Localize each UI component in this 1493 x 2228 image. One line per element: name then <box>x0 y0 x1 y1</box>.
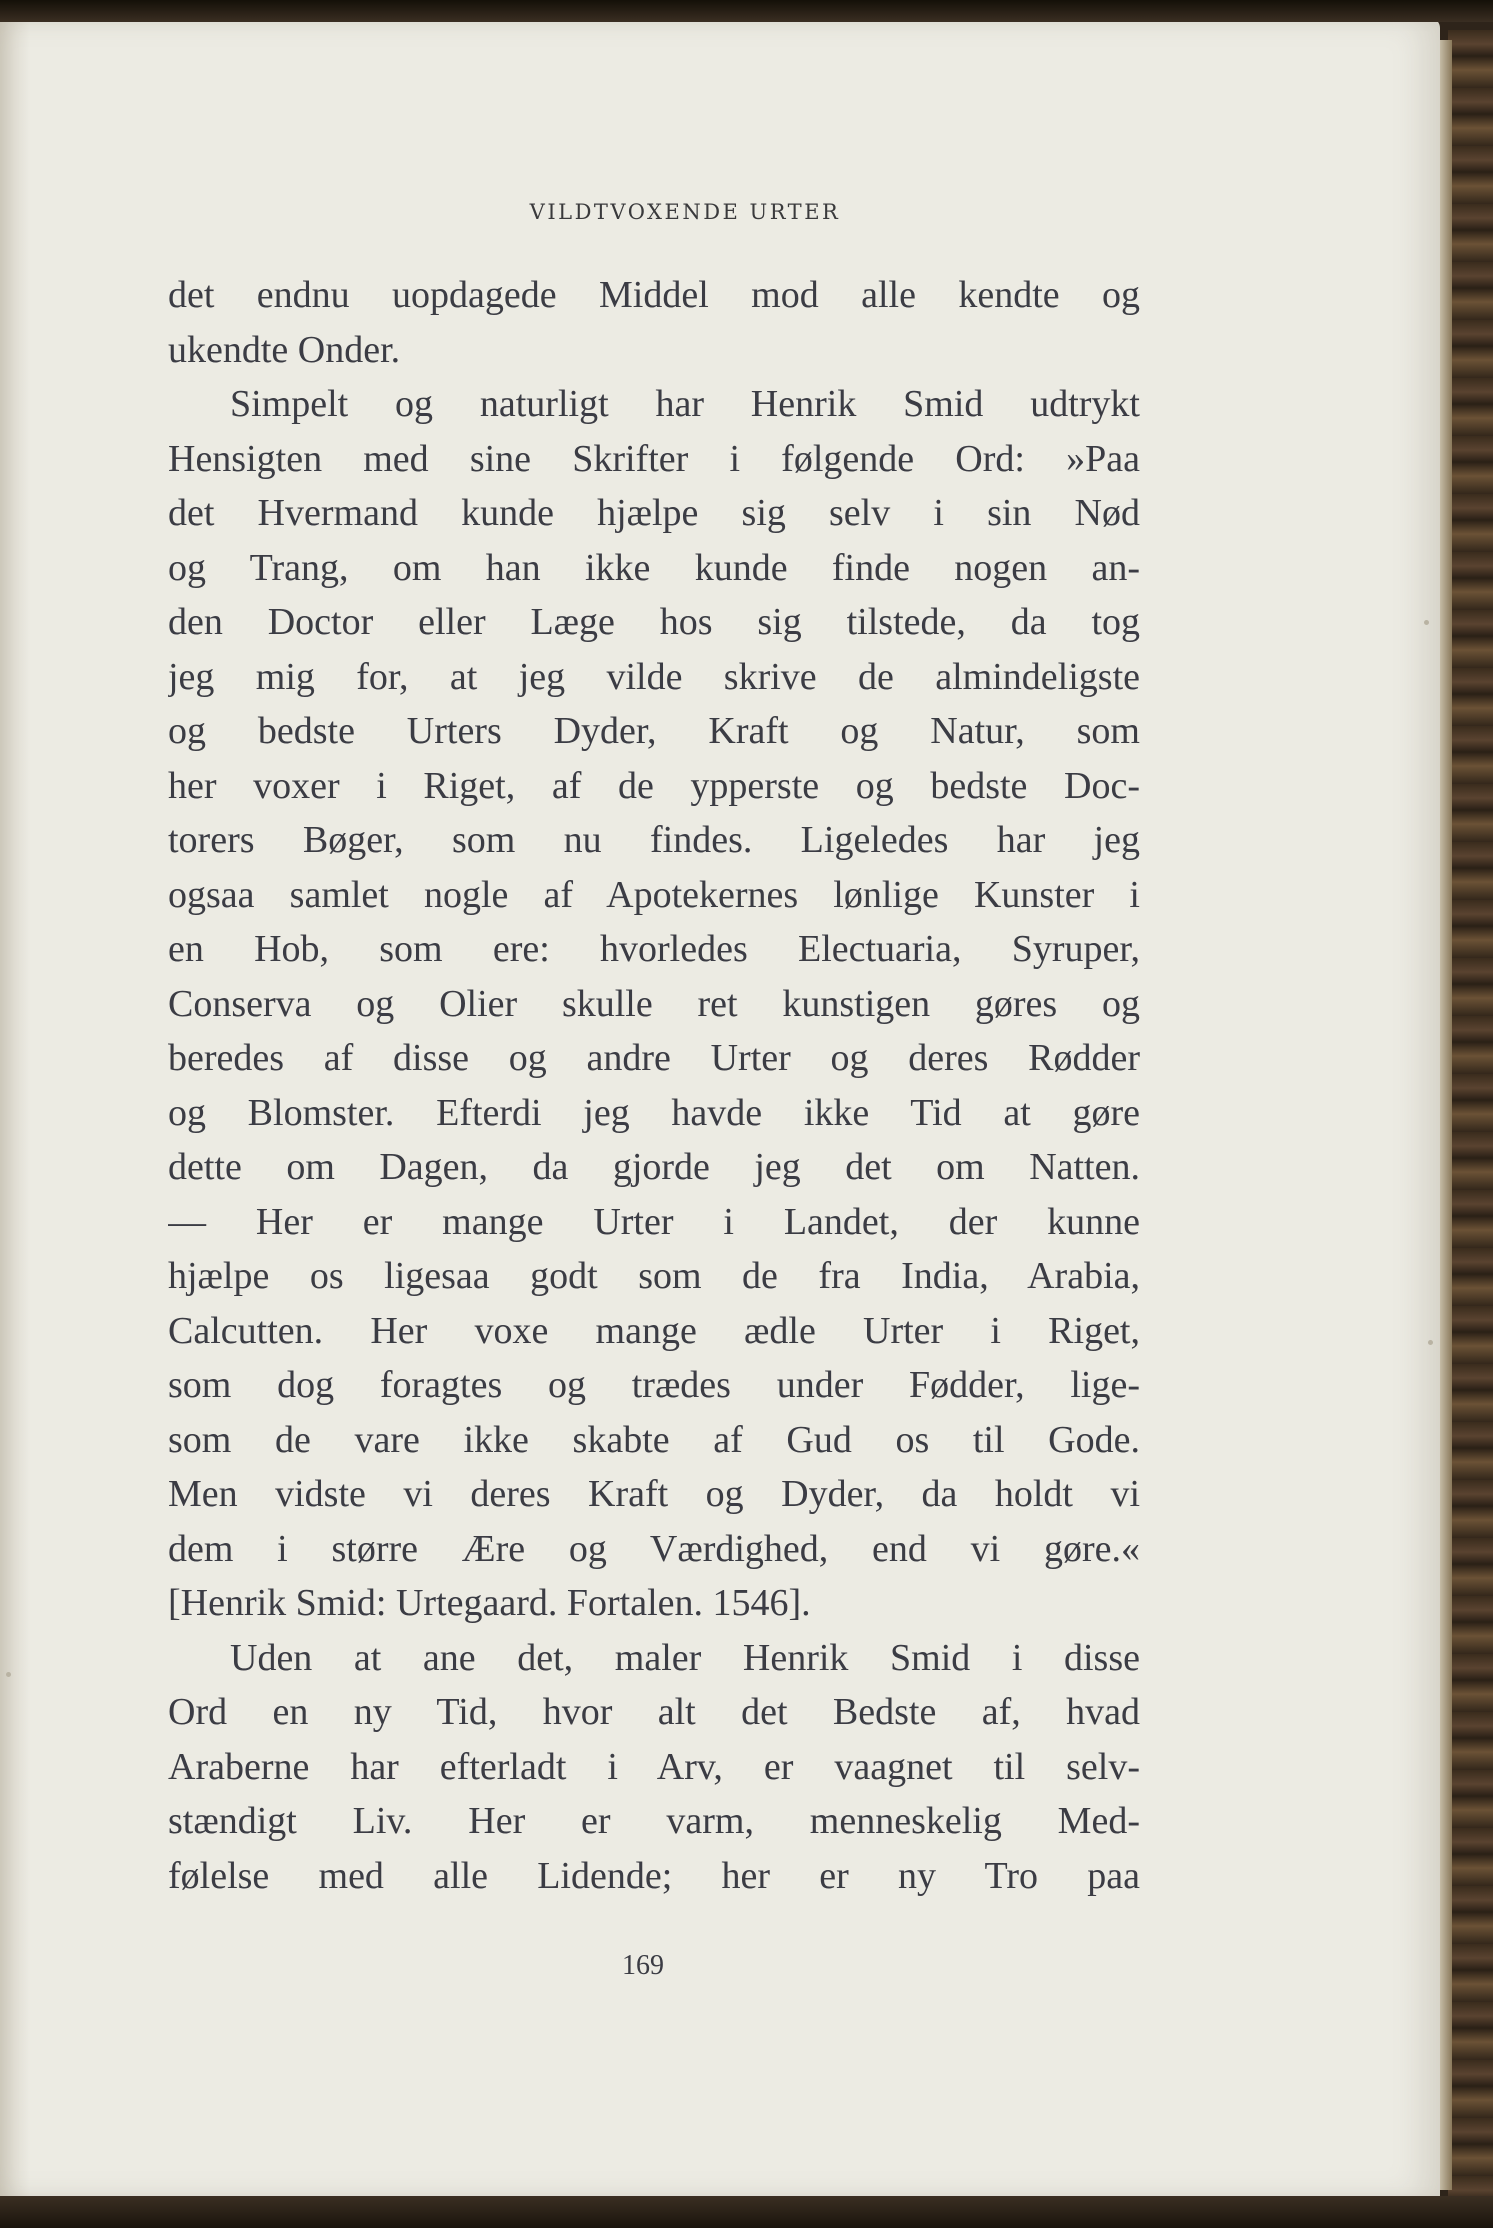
text-line: ukendte Onder. <box>168 328 401 371</box>
text-line: stændigt Liv. Her er varm, menneskelig Med- <box>168 1800 1140 1842</box>
text-line: Araberne har efterladt i Arv, er vaagnet til selv- <box>168 1745 1140 1788</box>
text-line: som de vare ikke skabte af Gud os til Gode. <box>168 1418 1140 1461</box>
running-head <box>0 200 1300 224</box>
text-line: og Trang, om han ikke kunde finde nogen an- <box>168 546 1140 589</box>
text-line: jeg mig for, at jeg vilde skrive de almindeligste <box>168 655 1140 698</box>
body-text <box>168 268 1140 1903</box>
text-line: dem i større Ære og Værdighed, end vi gøre.« <box>168 1527 1140 1570</box>
text-line: Simpelt og naturligt har Henrik Smid udtrykt <box>230 383 1140 425</box>
text-line: — Her er mange Urter i Landet, der kunne <box>168 1200 1140 1243</box>
running-head-text: VILDTVOXENDE URTER <box>529 200 841 224</box>
text-line: og bedste Urters Dyder, Kraft og Natur, som <box>168 710 1140 752</box>
top-border <box>0 0 1493 22</box>
text-line: det Hvermand kunde hjælpe sig selv i sin Nød <box>168 492 1140 534</box>
text-line: beredes af disse og andre Urter og deres Rødder <box>168 1037 1140 1079</box>
paper-speck <box>1424 620 1429 625</box>
text-line: her voxer i Riget, af de ypperste og bedste Doc- <box>168 764 1140 807</box>
page-number: 169 <box>622 1950 664 1981</box>
text-line: det endnu uopdagede Middel mod alle kendte og <box>168 274 1140 316</box>
text-line: og Blomster. Efterdi jeg havde ikke Tid at gøre <box>168 1091 1140 1134</box>
text-line: Ord en ny Tid, hvor alt det Bedste af, hvad <box>168 1691 1140 1733</box>
paper-speck <box>1428 1340 1433 1345</box>
text-line: Hensigten med sine Skrifter i følgende Ord: »Paa <box>168 437 1140 480</box>
text-line: dette om Dagen, da gjorde jeg det om Natten. <box>168 1146 1140 1188</box>
text-line: Uden at ane det, maler Henrik Smid i disse <box>230 1636 1140 1679</box>
text-line: [Henrik Smid: Urtegaard. Fortalen. 1546]. <box>168 1582 811 1624</box>
text-line: følelse med alle Lidende; her er ny Tro paa <box>168 1854 1140 1897</box>
text-line: hjælpe os ligesaa godt som de fra India, Arabia, <box>168 1255 1140 1297</box>
bottom-border <box>0 2196 1493 2228</box>
gutter-shadow <box>0 18 30 2200</box>
text-line: Men vidste vi deres Kraft og Dyder, da holdt vi <box>168 1473 1140 1515</box>
text-line: torers Bøger, som nu findes. Ligeledes har jeg <box>168 819 1140 861</box>
text-line: ogsaa samlet nogle af Apotekernes lønlige Kunster i <box>168 873 1140 916</box>
text-line: en Hob, som ere: hvorledes Electuaria, Syruper, <box>168 928 1140 970</box>
text-line: den Doctor eller Læge hos sig tilstede, da tog <box>168 601 1140 643</box>
book-spine <box>1448 30 1493 2200</box>
text-line: Calcutten. Her voxe mange ædle Urter i Riget, <box>168 1309 1140 1352</box>
paper-speck <box>6 1672 11 1677</box>
text-line: som dog foragtes og trædes under Fødder, lige- <box>168 1364 1140 1406</box>
text-line: Conserva og Olier skulle ret kunstigen gøres og <box>168 982 1140 1025</box>
